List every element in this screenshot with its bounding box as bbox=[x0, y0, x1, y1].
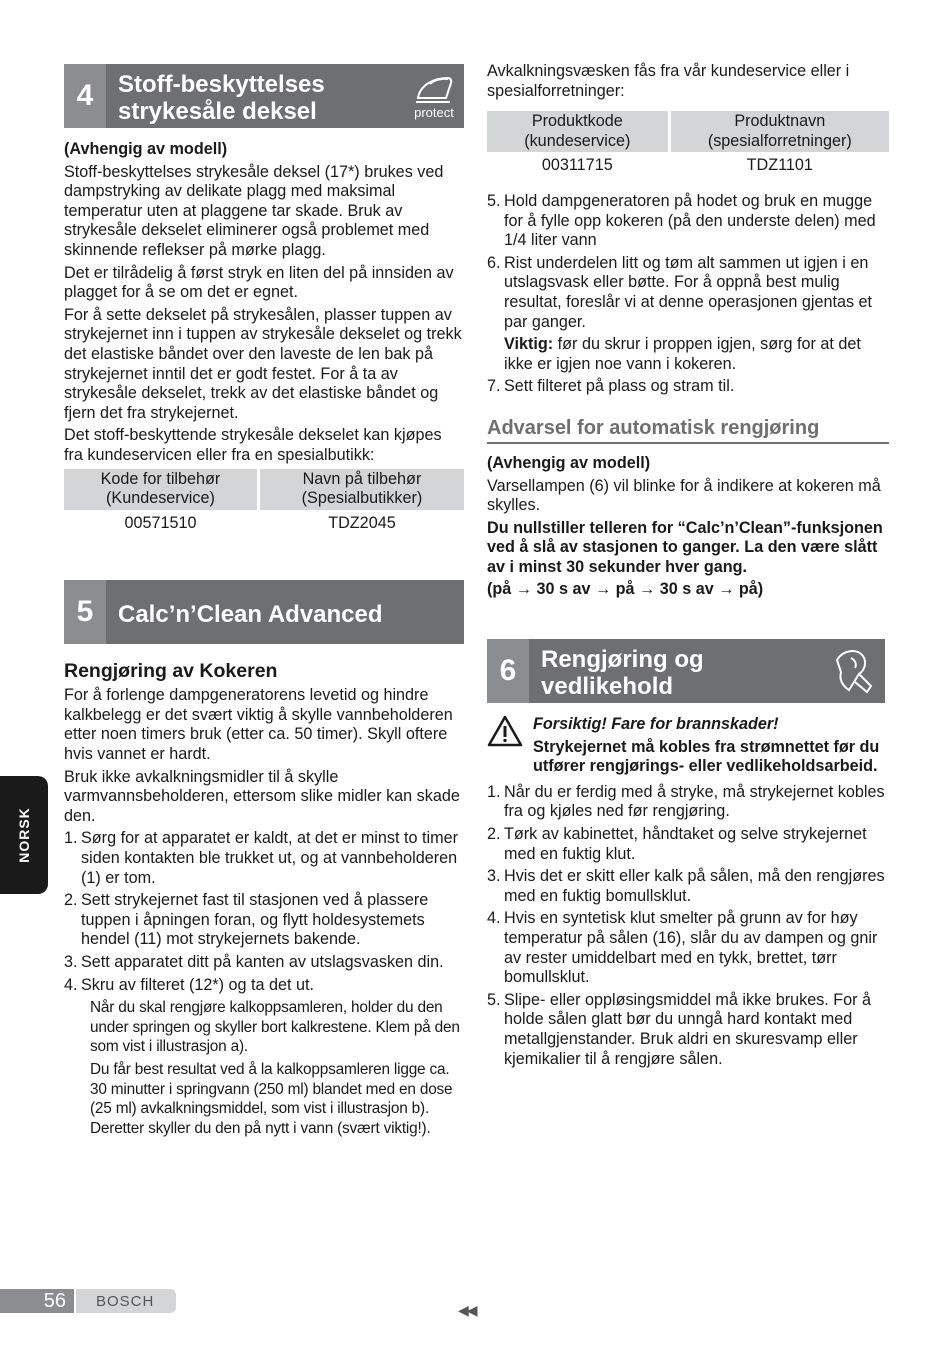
list-item: 6. Rist underdelen litt og tøm alt sammen ut igjen i en utslagsvask eller bøtte. For å oppnå best mulig resultat, foreslår vi at denne operasjonen gjentas et par ganger. Viktig: før du skrur i proppen igjen, sørg for at det ikke er igjen noe vann i kokeren. bbox=[487, 254, 889, 375]
table-row bbox=[487, 152, 889, 178]
language-tab bbox=[0, 776, 48, 894]
maintenance-list bbox=[487, 783, 889, 1069]
section-4-header bbox=[64, 64, 464, 128]
note-paragraph: Når du skal rengjøre kalkoppsamleren, holder du den under springen og skyller bort kalkrestene. Klem på den som vist i illustrasjon a). bbox=[90, 999, 460, 1055]
section-6-header bbox=[487, 639, 885, 703]
subheading: Rengjøring av Kokeren bbox=[64, 660, 278, 683]
list-item: 5. Hold dampgeneratoren på hodet og bruk en mugge for å fylle opp kokeren (på den underste delen) med 1/4 liter vann bbox=[487, 191, 876, 250]
brand-label: BOSCH bbox=[76, 1289, 176, 1313]
table-header: Kode for tilbehør (Kundeservice) bbox=[64, 469, 257, 510]
steps-list bbox=[487, 192, 889, 397]
section-5-header bbox=[64, 580, 464, 644]
list-item: 1. Sørg for at apparatet er kaldt, at det er minst to timer siden kontakten ble trukket ut, og at vannbeholderen (1) er tom. bbox=[64, 829, 458, 887]
paragraph: For å sette dekselet på strykesålen, plasser tuppen av strykejernet inn i tuppen av strykesåle dekselet og trekk det elastiske båndet over den laveste de len bak på strykejernet inntil det er godt festet. For å ta av strykesåle dekselet, trekk av det elastiske båndet og fjern det fra strykejernet. bbox=[64, 305, 462, 422]
table-header: Navn på tilbehør (Spesialbutikker) bbox=[260, 469, 464, 510]
paragraph: Stoff-beskyttelses strykesåle deksel (17*) brukes ved dampstryking av delikate plagg med maksimal temperatur uten at plaggene tar skade. Bruk av strykesåle dekselet eliminerer også problemet med skinnende reflekser på mørke plagg. bbox=[64, 162, 444, 259]
steps-list bbox=[64, 829, 464, 995]
list-item: 2. Sett strykejernet fast til stasjonen ved å plassere tuppen i åpningen foran, og flytt holdesystemets hendel (11) mot strykejernets bakende. bbox=[64, 891, 429, 949]
page-number: 56 bbox=[0, 1289, 74, 1313]
list-item: 4. Hvis en syntetisk klut smelter på grunn av for høy temperatur på sålen (16), slår du av dampen og gnir av rester umiddelbart med en tykk, brettet, tørr bomullsklut. bbox=[487, 909, 878, 987]
hand-cloth-icon bbox=[823, 639, 885, 703]
list-item: 2. Tørk av kabinettet, håndtaket og selve strykejernet med en fuktig klut. bbox=[487, 825, 867, 863]
warning-triangle-icon bbox=[487, 715, 523, 780]
caution-heading: Forsiktig! Fare for brannskader! bbox=[533, 715, 779, 734]
paragraph: Det er tilrådelig å først stryk en liten del på innsiden av plagget for å se om det er egnet. bbox=[64, 263, 454, 302]
section-number: 5 bbox=[64, 580, 106, 644]
page-footer bbox=[0, 1289, 176, 1313]
important-note: Viktig: før du skrur i proppen igjen, sørg for at det ikke er igjen noe vann i kokeren. bbox=[504, 335, 861, 373]
list-item: 7. Sett filteret på plass og stram til. bbox=[487, 377, 735, 396]
paragraph: For å forlenge dampgeneratorens levetid og hindre kalkbelegg er det svært viktig å skylle vannbeholderen etter noen timers bruk (etter ca. 50 timer). Skyll oftere hvis vannet er hardt. bbox=[64, 686, 453, 764]
reset-instruction: Du nullstiller telleren for “Calc’n’Clean”-funksjonen ved å slå av stasjonen to ganger. La den være slått av i minst 30 sekunder hver gang. bbox=[487, 518, 883, 576]
section-title: Rengjøring og vedlikehold bbox=[541, 646, 704, 701]
list-item: 5. Slipe- eller oppløsingsmiddel må ikke brukes. For å holde sålen glatt bør du unngå hard kontakt med metallgjenstander. Bruk aldri en skuresvamp eller kjemikalier til å rengjøre sålen. bbox=[487, 990, 872, 1068]
table-cell: 00571510 bbox=[124, 513, 197, 532]
list-item: 3. Hvis det er skitt eller kalk på sålen, må den rengjøres med en fuktig bomullsklut. bbox=[487, 867, 885, 905]
section-title: Calc’n’Clean Advanced bbox=[118, 600, 383, 628]
model-dependency-note: (Avhengig av modell) bbox=[64, 140, 228, 158]
paragraph: Avkalkningsvæsken fås fra vår kundeservice eller i spesialforretninger: bbox=[487, 62, 850, 100]
table-cell: TDZ2045 bbox=[328, 513, 396, 532]
caution-block bbox=[487, 715, 889, 780]
table-header: Produktnavn (spesialforretninger) bbox=[671, 111, 889, 152]
list-item: 3. Sett apparatet ditt på kanten av utslagsvasken din. bbox=[64, 953, 444, 971]
back-arrows-icon: ◀◀ bbox=[458, 1302, 476, 1318]
table-row bbox=[64, 510, 464, 536]
protect-label: protect bbox=[414, 105, 454, 120]
table-cell: 00311715 bbox=[541, 156, 613, 175]
caution-text: Strykejernet må kobles fra strømnettet før du utfører rengjørings- eller vedlikeholdsarbeid. bbox=[533, 737, 880, 776]
right-column bbox=[487, 62, 889, 1072]
table-cell: TDZ1101 bbox=[746, 156, 813, 175]
section-title: Stoff-beskyttelses strykesåle deksel bbox=[118, 71, 325, 125]
reset-sequence: (på → 30 s av → på → 30 s av → på) bbox=[487, 580, 764, 599]
paragraph: Varsellampen (6) vil blinke for å indikere at kokeren må skylles. bbox=[487, 476, 881, 515]
paragraph: Det stoff-beskyttende strykesåle dekselet kan kjøpes fra kundeservicen eller fra en spesialbutikk: bbox=[64, 426, 442, 464]
language-tab-label: NORSK bbox=[16, 807, 32, 863]
iron-icon bbox=[404, 64, 464, 128]
section-number: 6 bbox=[487, 639, 529, 703]
accessory-table bbox=[61, 469, 467, 536]
warning-heading: Advarsel for automatisk rengjøring bbox=[487, 414, 889, 444]
section-number: 4 bbox=[64, 64, 106, 128]
list-item: 4. Skru av filteret (12*) og ta det ut. bbox=[64, 975, 315, 994]
paragraph: Bruk ikke avkalkningsmidler til å skylle varmvannsbeholderen, ettersom slike midler kan skade den. bbox=[64, 767, 460, 825]
model-dependency-note: (Avhengig av modell) bbox=[487, 453, 651, 472]
left-column bbox=[64, 64, 464, 1142]
list-item: 1. Når du er ferdig med å stryke, må strykejernet kobles fra og kjøles ned før rengjøring. bbox=[487, 782, 885, 821]
note-paragraph: Du får best resultat ved å la kalkoppsamleren ligge ca. 30 minutter i springvann (250 ml) blandet med en dose (25 ml) avkalkningsmiddel, som vist i illustrasjon b). Deretter skyller du den på nytt i vann (svært viktig!). bbox=[90, 1061, 453, 1137]
table-header: Produktkode (kundeservice) bbox=[487, 111, 668, 152]
product-table bbox=[484, 111, 892, 178]
